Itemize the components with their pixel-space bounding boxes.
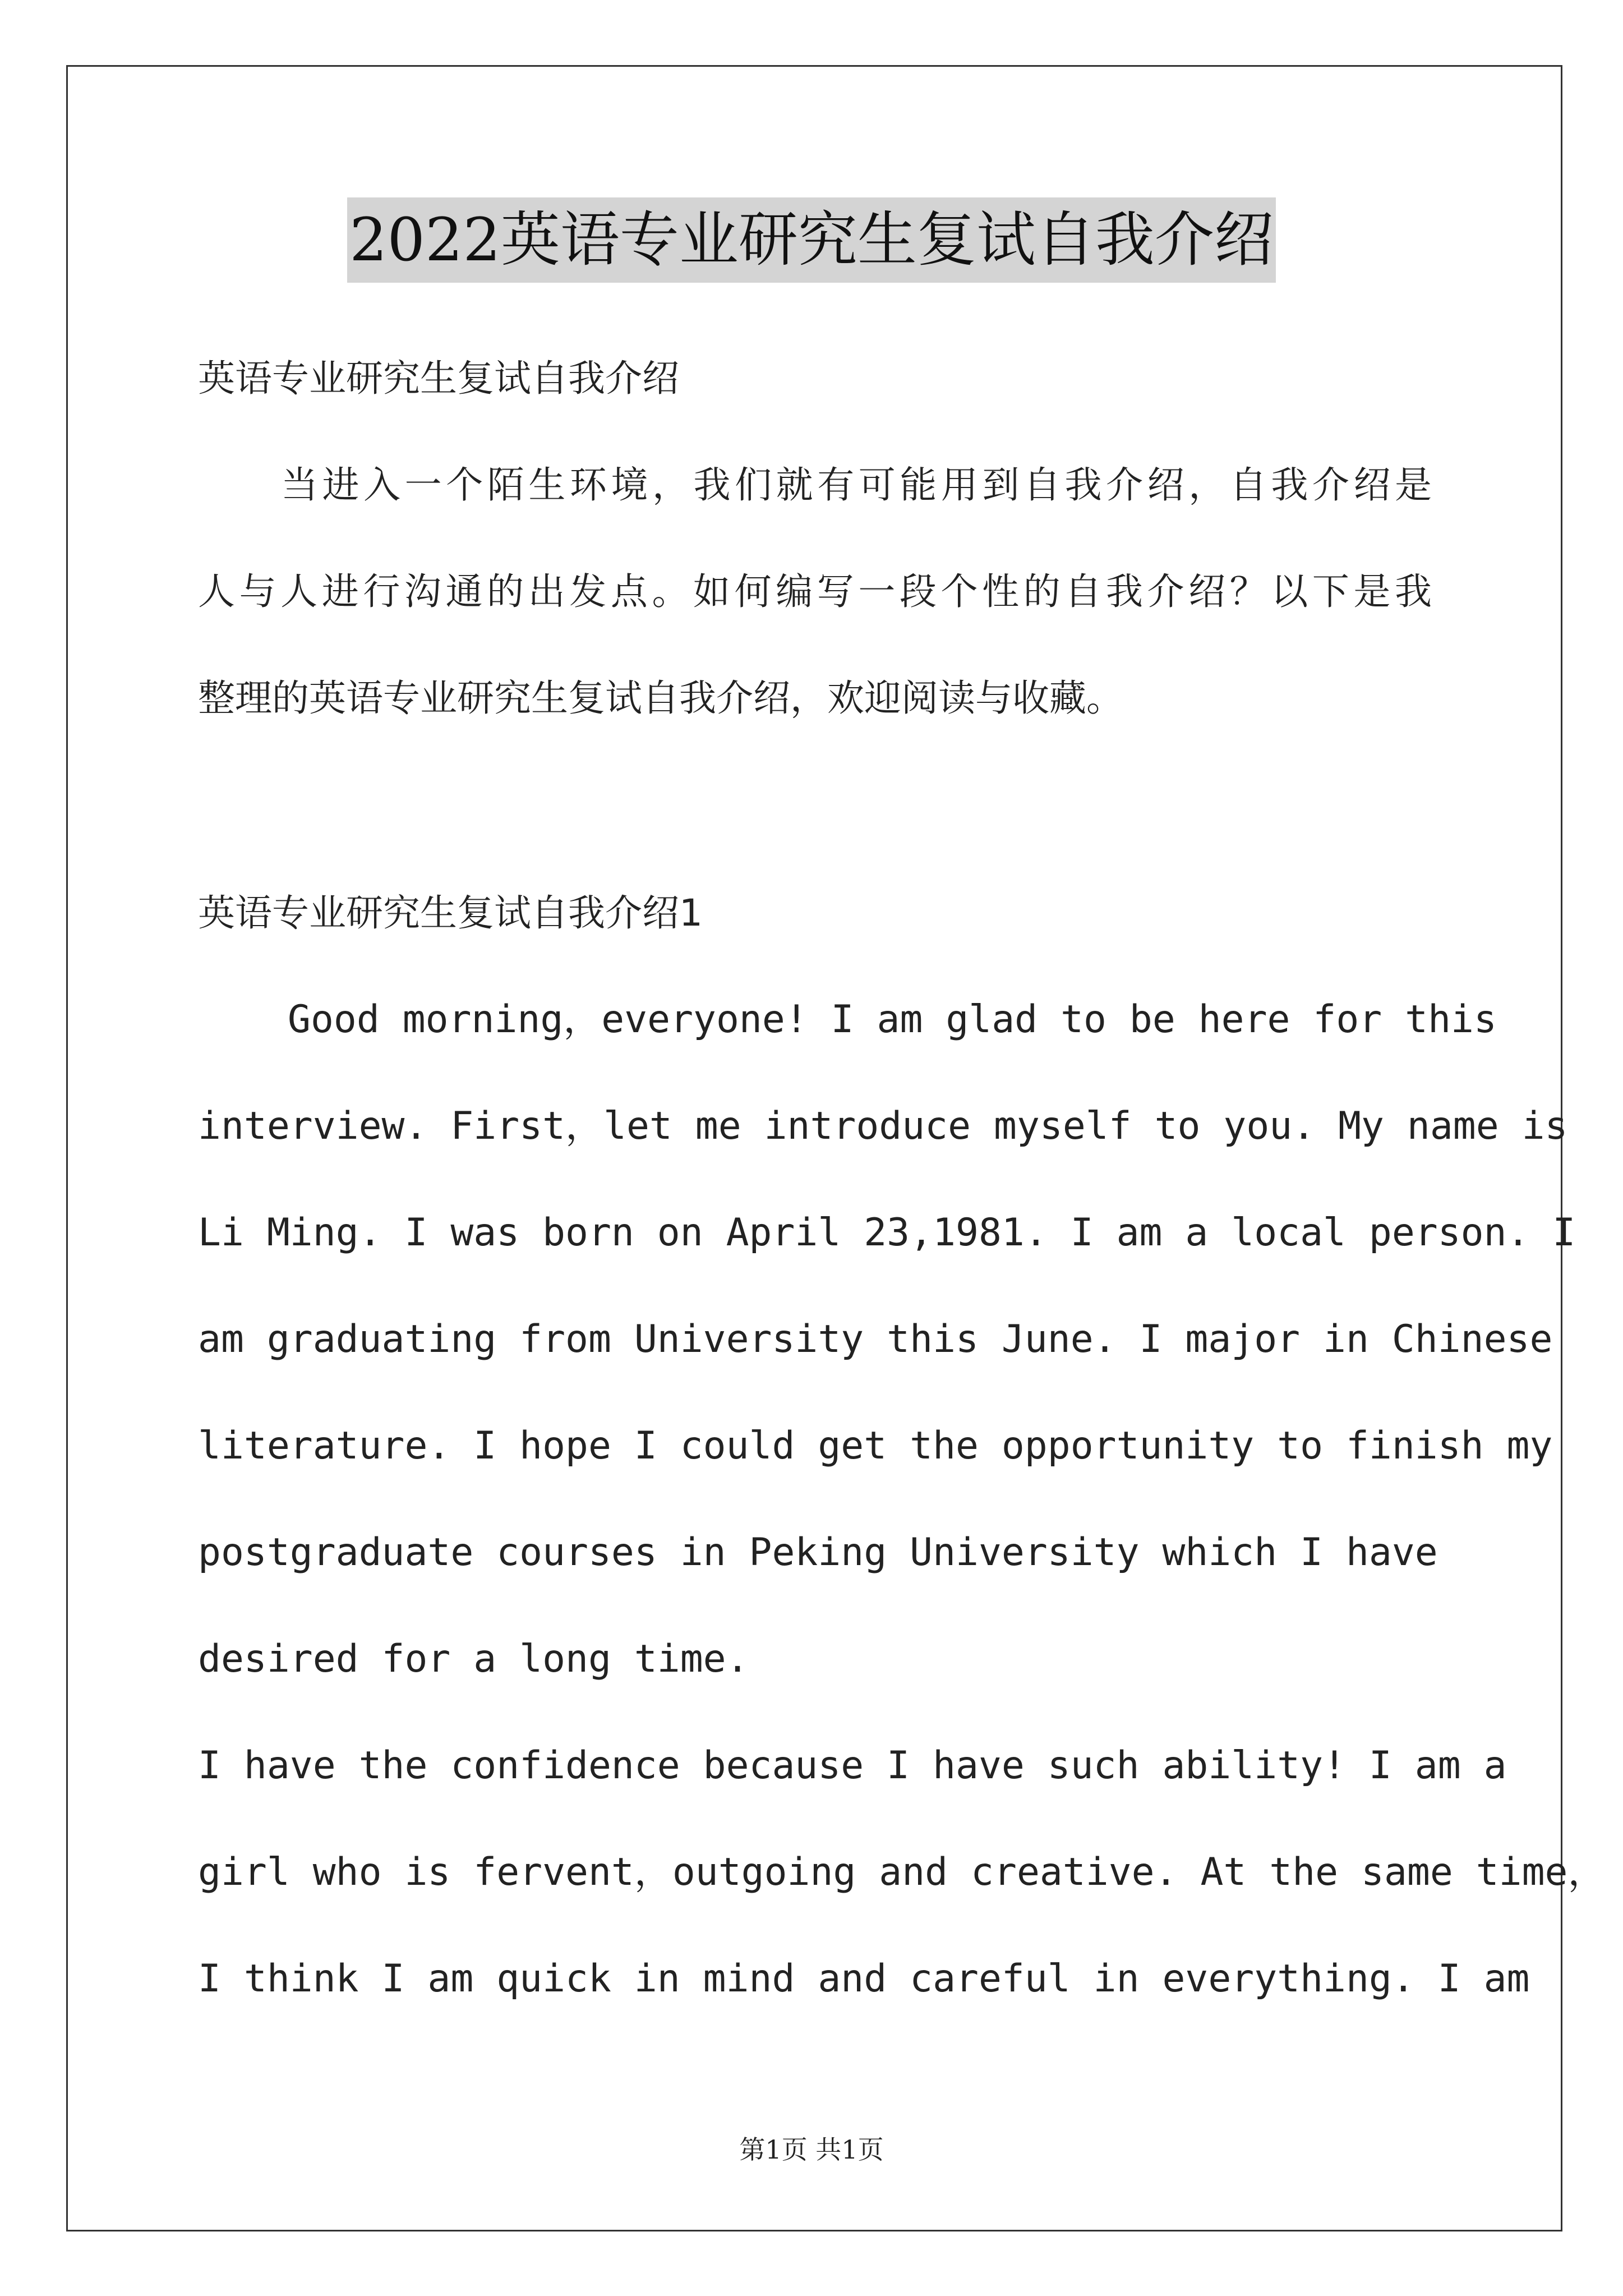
body-text-line: desired for a long time. bbox=[198, 1637, 749, 1681]
intro-paragraph-line: 整理的英语专业研究生复试自我介绍，欢迎阅读与收藏。 bbox=[198, 677, 1123, 720]
body-text-line: literature. I hope I could get the opportunity to finish my bbox=[198, 1424, 1553, 1468]
body-text-line: girl who is fervent，outgoing and creative. At the same time， bbox=[198, 1850, 1606, 1894]
body-text-line: I have the confidence because I have such ability! I am a bbox=[198, 1743, 1507, 1788]
body-text-line: Good morning，everyone! I am glad to be here for this bbox=[288, 997, 1497, 1042]
page-footer: 第1页 共1页 bbox=[739, 2134, 884, 2165]
body-text-line: postgraduate courses in Peking University which I have bbox=[198, 1530, 1438, 1575]
title-container bbox=[0, 197, 1623, 283]
body-text-line: I think I am quick in mind and careful in everything. I am bbox=[198, 1957, 1530, 2001]
body-text-line: am graduating from University this June. I major in Chinese bbox=[198, 1317, 1553, 1361]
document-title: 2022英语专业研究生复试自我介绍 bbox=[347, 197, 1276, 283]
body-text-line: Li Ming. I was born on April 23,1981. I am a local person. I bbox=[198, 1211, 1576, 1255]
document-subtitle: 英语专业研究生复试自我介绍 bbox=[198, 357, 679, 400]
intro-paragraph-line: 人与人进行沟通的出发点。如何编写一段个性的自我介绍？以下是我 bbox=[198, 570, 1432, 613]
body-text-line: interview. First，let me introduce myself to you. My name is bbox=[198, 1104, 1568, 1148]
intro-paragraph-line: 当进入一个陌生环境，我们就有可能用到自我介绍，自我介绍是 bbox=[281, 463, 1432, 507]
section-heading: 英语专业研究生复试自我介绍1 bbox=[198, 891, 703, 935]
